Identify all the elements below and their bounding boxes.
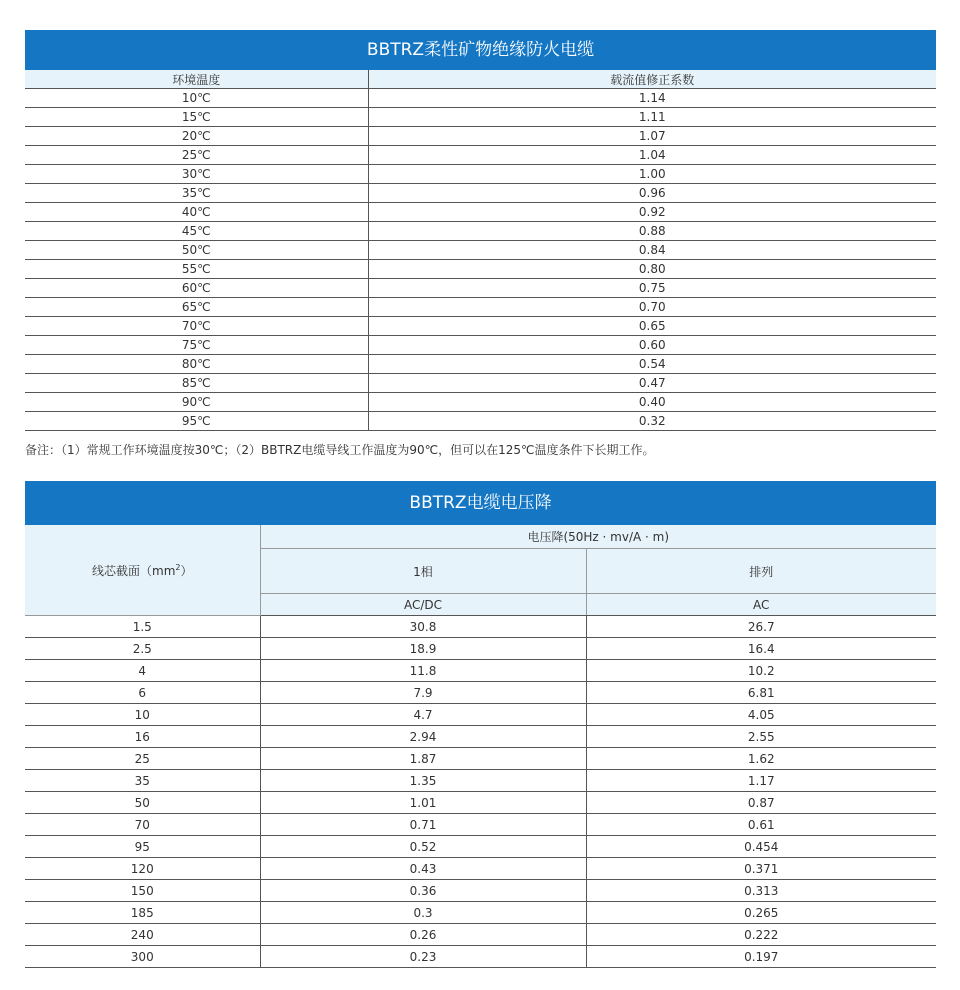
ambient-temp-cell: 15℃ bbox=[25, 108, 368, 127]
correction-factor-cell: 1.14 bbox=[368, 89, 936, 108]
table-row bbox=[25, 317, 936, 336]
single-phase-drop-cell: 0.23 bbox=[260, 946, 586, 968]
table-row bbox=[25, 858, 936, 880]
table-row bbox=[25, 902, 936, 924]
single-phase-drop-cell: 0.43 bbox=[260, 858, 586, 880]
arrangement-drop-cell: 1.17 bbox=[586, 770, 936, 792]
cross-section-header bbox=[25, 525, 260, 616]
arrangement-drop-cell: 6.81 bbox=[586, 682, 936, 704]
table-row bbox=[25, 660, 936, 682]
ambient-temp-cell: 95℃ bbox=[25, 412, 368, 431]
cross-section-cell: 10 bbox=[25, 704, 260, 726]
table-row bbox=[25, 165, 936, 184]
cross-section-label: 线芯截面（mm bbox=[92, 563, 176, 578]
cross-section-cell: 95 bbox=[25, 836, 260, 858]
single-phase-drop-cell: 1.35 bbox=[260, 770, 586, 792]
table-row bbox=[25, 89, 936, 108]
ambient-temp-cell: 35℃ bbox=[25, 184, 368, 203]
correction-factor-cell: 1.04 bbox=[368, 146, 936, 165]
cross-section-cell: 6 bbox=[25, 682, 260, 704]
table-row bbox=[25, 726, 936, 748]
table-header-row bbox=[25, 70, 936, 89]
cross-section-label-end: ） bbox=[180, 563, 193, 578]
table-row bbox=[25, 814, 936, 836]
table-row bbox=[25, 184, 936, 203]
single-phase-drop-cell: 1.87 bbox=[260, 748, 586, 770]
ambient-temp-cell: 70℃ bbox=[25, 317, 368, 336]
arrangement-drop-cell: 0.87 bbox=[586, 792, 936, 814]
cross-section-cell: 240 bbox=[25, 924, 260, 946]
cross-section-cell: 50 bbox=[25, 792, 260, 814]
ac-header: AC bbox=[586, 594, 936, 616]
cross-section-cell: 70 bbox=[25, 814, 260, 836]
correction-factor-cell: 0.54 bbox=[368, 355, 936, 374]
acdc-header: AC/DC bbox=[260, 594, 586, 616]
single-phase-drop-cell: 1.01 bbox=[260, 792, 586, 814]
table-row bbox=[25, 108, 936, 127]
table-row bbox=[25, 412, 936, 431]
table-row bbox=[25, 924, 936, 946]
ambient-temp-cell: 10℃ bbox=[25, 89, 368, 108]
table-row bbox=[25, 393, 936, 412]
correction-factor-cell: 0.70 bbox=[368, 298, 936, 317]
single-phase-drop-cell: 0.26 bbox=[260, 924, 586, 946]
ambient-temp-cell: 60℃ bbox=[25, 279, 368, 298]
correction-factor-cell: 0.88 bbox=[368, 222, 936, 241]
single-phase-drop-cell: 7.9 bbox=[260, 682, 586, 704]
arrangement-drop-cell: 0.222 bbox=[586, 924, 936, 946]
arrangement-drop-cell: 1.62 bbox=[586, 748, 936, 770]
table-row bbox=[25, 880, 936, 902]
cross-section-cell: 4 bbox=[25, 660, 260, 682]
arrangement-drop-cell: 0.313 bbox=[586, 880, 936, 902]
ambient-temp-cell: 45℃ bbox=[25, 222, 368, 241]
ambient-temp-cell: 90℃ bbox=[25, 393, 368, 412]
cross-section-cell: 150 bbox=[25, 880, 260, 902]
table-row bbox=[25, 770, 936, 792]
ambient-temp-cell: 80℃ bbox=[25, 355, 368, 374]
single-phase-drop-cell: 0.52 bbox=[260, 836, 586, 858]
table-row bbox=[25, 748, 936, 770]
single-phase-drop-cell: 4.7 bbox=[260, 704, 586, 726]
arrangement-header: 排列 bbox=[586, 549, 936, 594]
ambient-temp-cell: 40℃ bbox=[25, 203, 368, 222]
single-phase-drop-cell: 2.94 bbox=[260, 726, 586, 748]
cross-section-cell: 25 bbox=[25, 748, 260, 770]
table-row bbox=[25, 222, 936, 241]
correction-factor-cell: 0.80 bbox=[368, 260, 936, 279]
table-row bbox=[25, 792, 936, 814]
table-row bbox=[25, 260, 936, 279]
table-row bbox=[25, 127, 936, 146]
ambient-temp-cell: 75℃ bbox=[25, 336, 368, 355]
cross-section-cell: 120 bbox=[25, 858, 260, 880]
arrangement-drop-cell: 10.2 bbox=[586, 660, 936, 682]
ambient-temp-cell: 25℃ bbox=[25, 146, 368, 165]
ambient-temp-cell: 50℃ bbox=[25, 241, 368, 260]
table2-title: BBTRZ电缆电压降 bbox=[25, 481, 936, 525]
voltage-drop-table bbox=[25, 525, 936, 968]
cross-section-cell: 1.5 bbox=[25, 616, 260, 638]
table-row bbox=[25, 704, 936, 726]
table1-note: 备注：（1）常规工作环境温度按30℃；（2）BBTRZ电缆导线工作温度为90℃，但可以在125℃温度条件下长期工作。 bbox=[25, 443, 655, 457]
correction-factor-cell: 1.11 bbox=[368, 108, 936, 127]
correction-factor-cell: 0.47 bbox=[368, 374, 936, 393]
correction-factor-cell: 1.07 bbox=[368, 127, 936, 146]
table-row bbox=[25, 146, 936, 165]
single-phase-drop-cell: 11.8 bbox=[260, 660, 586, 682]
table1-title: BBTRZ柔性矿物绝缘防火电缆 bbox=[25, 30, 936, 70]
arrangement-drop-cell: 0.61 bbox=[586, 814, 936, 836]
single-phase-drop-cell: 0.36 bbox=[260, 880, 586, 902]
correction-factor-cell: 0.40 bbox=[368, 393, 936, 412]
table-row bbox=[25, 616, 936, 638]
cross-section-cell: 2.5 bbox=[25, 638, 260, 660]
correction-factor-header: 载流值修正系数 bbox=[368, 70, 936, 89]
ambient-temp-cell: 65℃ bbox=[25, 298, 368, 317]
table-row bbox=[25, 682, 936, 704]
correction-factor-cell: 0.60 bbox=[368, 336, 936, 355]
arrangement-drop-cell: 0.454 bbox=[586, 836, 936, 858]
correction-factor-cell: 0.96 bbox=[368, 184, 936, 203]
correction-factor-cell: 0.32 bbox=[368, 412, 936, 431]
correction-factor-cell: 1.00 bbox=[368, 165, 936, 184]
single-phase-drop-cell: 18.9 bbox=[260, 638, 586, 660]
cross-section-unit-sup: 2 bbox=[175, 562, 181, 572]
arrangement-drop-cell: 26.7 bbox=[586, 616, 936, 638]
table-row bbox=[25, 836, 936, 858]
ambient-temp-header: 环境温度 bbox=[25, 70, 368, 89]
table-row bbox=[25, 946, 936, 968]
table-row bbox=[25, 374, 936, 393]
arrangement-drop-cell: 16.4 bbox=[586, 638, 936, 660]
table-row bbox=[25, 638, 936, 660]
table-row bbox=[25, 203, 936, 222]
ambient-temp-cell: 85℃ bbox=[25, 374, 368, 393]
correction-factor-cell: 0.84 bbox=[368, 241, 936, 260]
cross-section-cell: 16 bbox=[25, 726, 260, 748]
arrangement-drop-cell: 0.371 bbox=[586, 858, 936, 880]
correction-factor-cell: 0.75 bbox=[368, 279, 936, 298]
single-phase-drop-cell: 0.71 bbox=[260, 814, 586, 836]
cross-section-cell: 35 bbox=[25, 770, 260, 792]
single-phase-header: 1相 bbox=[260, 549, 586, 594]
table-row bbox=[25, 336, 936, 355]
arrangement-drop-cell: 0.197 bbox=[586, 946, 936, 968]
correction-factor-table bbox=[25, 70, 936, 431]
correction-factor-cell: 0.65 bbox=[368, 317, 936, 336]
arrangement-drop-cell: 2.55 bbox=[586, 726, 936, 748]
cross-section-cell: 300 bbox=[25, 946, 260, 968]
table-row bbox=[25, 279, 936, 298]
arrangement-drop-cell: 0.265 bbox=[586, 902, 936, 924]
table-row bbox=[25, 298, 936, 317]
correction-factor-cell: 0.92 bbox=[368, 203, 936, 222]
voltage-drop-header: 电压降(50Hz · mv/A · m) bbox=[260, 525, 936, 549]
ambient-temp-cell: 20℃ bbox=[25, 127, 368, 146]
arrangement-drop-cell: 4.05 bbox=[586, 704, 936, 726]
single-phase-drop-cell: 0.3 bbox=[260, 902, 586, 924]
cross-section-cell: 185 bbox=[25, 902, 260, 924]
single-phase-drop-cell: 30.8 bbox=[260, 616, 586, 638]
ambient-temp-cell: 30℃ bbox=[25, 165, 368, 184]
table-row bbox=[25, 355, 936, 374]
table-row bbox=[25, 241, 936, 260]
ambient-temp-cell: 55℃ bbox=[25, 260, 368, 279]
